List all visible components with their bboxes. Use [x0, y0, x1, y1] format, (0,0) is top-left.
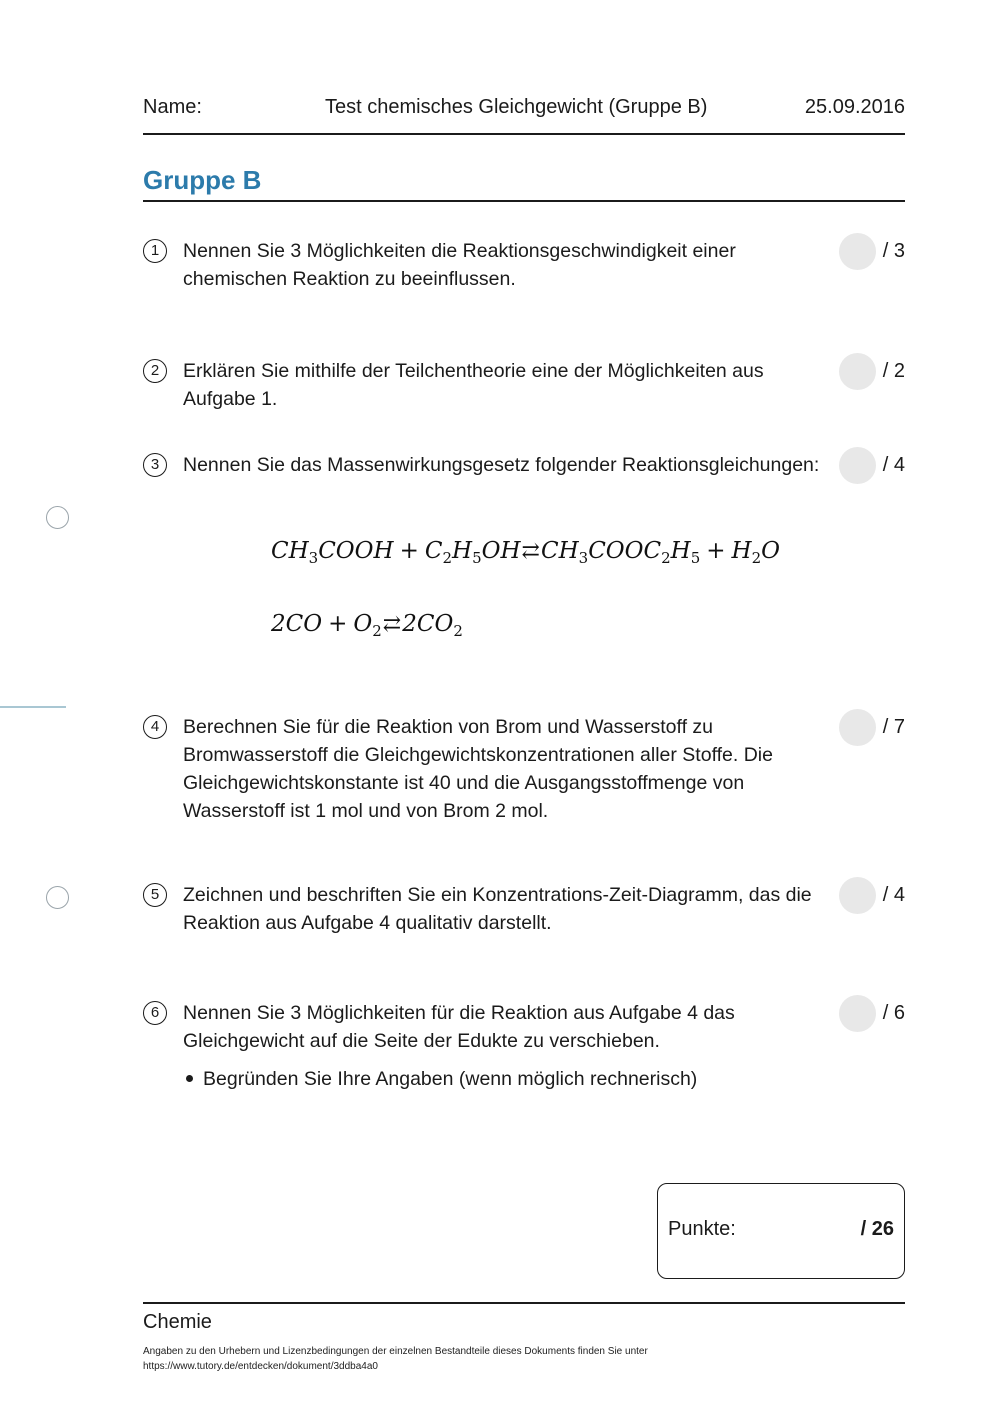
equation-esterification: [271, 538, 780, 567]
task-number-badge: 3: [143, 453, 167, 477]
license-note-url[interactable]: https://www.tutory.de/entdecken/dokument/3ddba4a0: [143, 1361, 378, 1372]
formula-subscript: 2: [661, 549, 671, 567]
section-title: Gruppe B: [143, 165, 262, 195]
formula-part: H: [452, 538, 473, 564]
task-text: Berechnen Sie für die Reaktion von Brom und Wasserstoff zu Bromwasserstoff die Gleichgewichtskonzentrationen aller Stoffe. Die Gleichgewichtskonstante ist 40 und die Ausgangsstoffmenge von Wasserstoff ist 1 mol und von Brom 2 mol.: [183, 716, 773, 822]
equilibrium-arrow-icon: ⇄: [521, 539, 540, 564]
formula-part: O: [353, 611, 373, 637]
task-text: Zeichnen und beschriften Sie ein Konzentrations-Zeit-Diagramm, das die Reaktion aus Aufgabe 4 qualitativ darstellt.: [183, 884, 812, 934]
formula-part: C: [424, 538, 443, 564]
name-label: Name:: [143, 96, 202, 118]
bullet-item: [183, 1065, 697, 1093]
score-input-circle[interactable]: [839, 447, 876, 484]
score-input-circle[interactable]: [839, 709, 876, 746]
header-divider: [143, 133, 905, 135]
formula-subscript: 3: [578, 549, 589, 567]
footer-divider: [143, 1302, 905, 1304]
task-number-badge: 5: [143, 883, 167, 907]
total-points-box: [657, 1183, 905, 1279]
section-divider: [143, 200, 905, 202]
formula-part: H: [670, 538, 691, 564]
task-text: Nennen Sie das Massenwirkungsgesetz folgender Reaktionsgleichungen:: [183, 454, 820, 476]
task-max-score: / 2: [882, 360, 905, 382]
task-number-badge: 6: [143, 1001, 167, 1025]
score-input-circle[interactable]: [839, 233, 876, 270]
task-number-badge: 2: [143, 359, 167, 383]
punch-hole-mark: [46, 506, 69, 529]
footer-license-note: [143, 1344, 743, 1374]
test-title: Test chemisches Gleichgewicht (Gruppe B): [325, 96, 708, 118]
task-number-badge: 1: [143, 239, 167, 263]
task-text: Erklären Sie mithilfe der Teilchentheorie eine der Möglichkeiten aus Aufgabe 1.: [183, 360, 764, 410]
test-date: 25.09.2016: [804, 96, 905, 118]
points-label: Punkte:: [668, 1218, 736, 1240]
license-note-text: Angaben zu den Urhebern und Lizenzbedingungen der einzelnen Bestandteile dieses Dokuments finden Sie unter: [143, 1346, 648, 1357]
task-max-score: / 4: [882, 884, 905, 906]
formula-subscript: 5: [472, 549, 482, 567]
plus-sign: +: [328, 611, 348, 637]
score-input-circle[interactable]: [839, 353, 876, 390]
formula-part: COOH: [318, 538, 394, 564]
task-max-score: / 7: [882, 716, 905, 738]
task-max-score: / 3: [882, 240, 905, 262]
task-number-badge: 4: [143, 715, 167, 739]
task-max-score: / 6: [882, 1002, 905, 1024]
equation-co-oxidation: [271, 611, 463, 640]
formula-part: 2CO: [402, 611, 454, 637]
formula-subscript: 2: [442, 549, 453, 567]
task-max-score: / 4: [882, 454, 905, 476]
formula-subscript: 2: [751, 549, 762, 567]
formula-part: COOC: [588, 538, 662, 564]
formula-subscript: 3: [308, 549, 319, 567]
bullet-dot-icon: [186, 1075, 193, 1082]
page-header: [143, 96, 905, 124]
formula-subscript: 2: [453, 622, 463, 640]
footer-subject: Chemie: [143, 1311, 212, 1333]
formula-part: OH: [481, 538, 521, 564]
punch-hole-mark: [46, 886, 69, 909]
score-input-circle[interactable]: [839, 877, 876, 914]
bullet-text: Begründen Sie Ihre Angaben (wenn möglich rechnerisch): [203, 1068, 698, 1090]
equilibrium-arrow-icon: ⇄: [382, 612, 402, 637]
formula-part: CH: [271, 538, 309, 564]
formula-part: H: [731, 538, 752, 564]
formula-part: 2CO: [271, 611, 323, 637]
task-text: Nennen Sie 3 Möglichkeiten für die Reaktion aus Aufgabe 4 das Gleichgewicht auf die Seite der Edukte zu verschieben.: [183, 1002, 735, 1052]
formula-part: O: [761, 538, 781, 564]
plus-sign: +: [706, 538, 726, 564]
score-input-circle[interactable]: [839, 995, 876, 1032]
points-total: / 26: [860, 1218, 894, 1240]
task-text: Nennen Sie 3 Möglichkeiten die Reaktionsgeschwindigkeit einer chemischen Reaktion zu beeinflussen.: [183, 240, 736, 290]
fold-mark: [0, 706, 66, 708]
formula-subscript: 5: [690, 549, 701, 567]
formula-subscript: 2: [372, 622, 382, 640]
formula-part: CH: [540, 538, 579, 564]
plus-sign: +: [399, 538, 419, 564]
